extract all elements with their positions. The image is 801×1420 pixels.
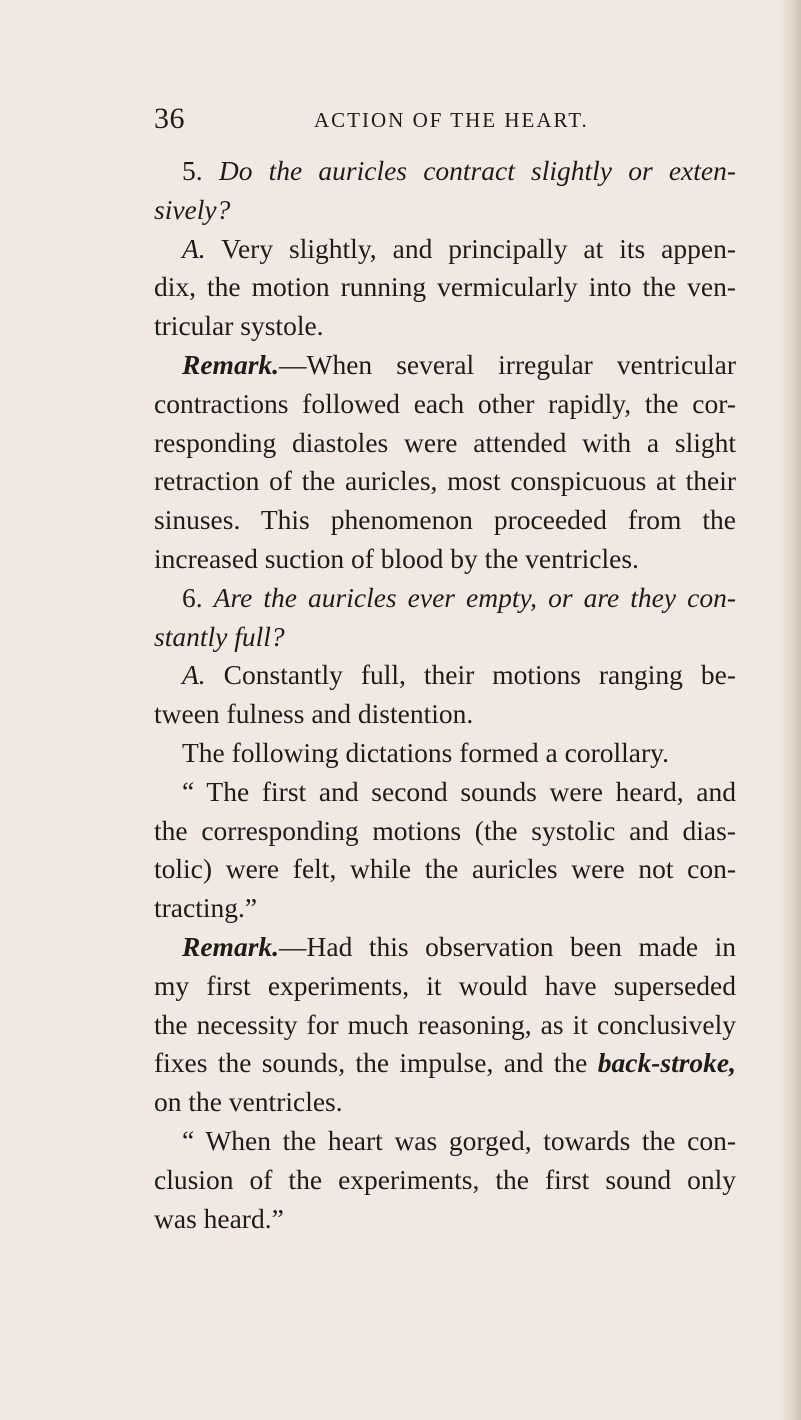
remark-label: Remark. [182,930,280,962]
corollary-intro [154,734,736,773]
quote-1-line-3 [154,850,736,889]
question-text: sively? [154,193,231,225]
question-6-line-2 [154,618,736,657]
remark-1-line-3 [154,424,736,463]
line-text: fixes the sounds, the impulse, and the [154,1047,598,1079]
line-text: on the ventricles. [154,1086,343,1118]
remark-2-line-5 [154,1083,736,1122]
quote-2-line-2 [154,1161,736,1200]
line-text: “ The first and second sounds were heard, and [182,775,736,807]
line-text: The following dictations formed a corollary. [182,736,669,768]
line-text: tween fulness and distention. [154,698,474,730]
answer-6-line-1 [154,656,736,695]
line-text: tricular systole. [154,310,324,342]
line-text: my first experiments, it would have superseded [154,969,736,1001]
line-text: was heard.” [154,1202,284,1234]
remark-2-line-3 [154,1006,736,1045]
running-head [154,100,714,142]
line-text: retraction of the auricles, most conspicuous at their [154,465,736,497]
question-number: 6. [182,581,214,613]
answer-6-line-2 [154,695,736,734]
remark-1-line-4 [154,462,736,501]
answer-5-line-1 [154,230,736,269]
line-text: tolic) were felt, while the auricles were not con- [154,853,736,885]
line-text: the necessity for much reasoning, as it conclusively [154,1008,736,1040]
quote-2-line-1 [154,1122,736,1161]
remark-text: —When several irregular ventricular [279,348,736,380]
page-edge-shadow [779,0,801,1420]
answer-5-line-2 [154,268,736,307]
question-number: 5. [182,155,219,186]
quote-1-line-2 [154,812,736,851]
line-text: tracting.” [154,892,258,924]
quote-1-line-1 [154,773,736,812]
question-5-line-2 [154,191,736,230]
answer-text: Very slightly, and principally at its appen- [205,232,736,264]
page-number: 36 [154,102,185,135]
quote-1-line-4 [154,889,736,928]
answer-5-line-3 [154,307,736,346]
emphasis-text: back-stroke, [597,1047,736,1079]
line-text: dix, the motion running vermicularly into the ven- [154,271,736,303]
question-text: Do the auricles contract slightly or exten- [218,155,736,186]
line-text: increased suction of blood by the ventricles. [154,542,639,574]
remark-1-line-1 [154,346,736,385]
body-text [154,152,736,1238]
line-text: clusion of the experiments, the first sound only [154,1163,736,1195]
remark-text: —Had this observation been made in [279,930,736,962]
line-text: responding diastoles were attended with a slight [154,426,736,458]
answer-text: Constantly full, their motions ranging be- [205,659,736,691]
remark-2-line-2 [154,967,736,1006]
remark-1-line-5 [154,501,736,540]
remark-2-line-1 [154,928,736,967]
remark-1-line-6 [154,540,736,579]
answer-label: A. [182,232,206,264]
running-title: ACTION OF THE HEART. [314,108,589,132]
question-6-line-1 [154,579,736,618]
question-text: Are the auricles ever empty, or are they con- [213,581,736,613]
question-5-line-1 [154,152,736,191]
answer-label: A. [182,659,206,691]
remark-label: Remark. [182,348,280,380]
line-text: “ When the heart was gorged, towards the con- [182,1124,736,1156]
remark-2-line-4 [154,1044,736,1083]
remark-1-line-2 [154,385,736,424]
line-text: sinuses. This phenomenon proceeded from the [154,504,736,536]
line-text: the corresponding motions (the systolic and dias- [154,814,736,846]
line-text: contractions followed each other rapidly, the cor- [154,387,736,419]
quote-2-line-3 [154,1200,736,1239]
question-text: stantly full? [154,620,285,652]
